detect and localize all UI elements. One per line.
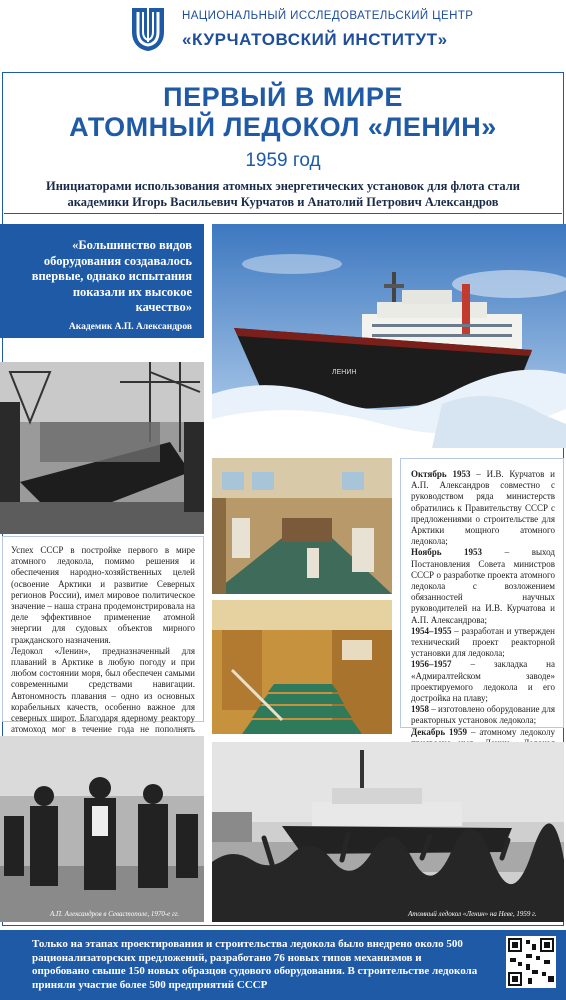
org-name-line2: «КУРЧАТОВСКИЙ ИНСТИТУТ» — [182, 30, 448, 49]
quote-author: Академик А.П. Александров — [68, 321, 192, 332]
timeline-box — [400, 458, 564, 737]
timeline-item: Октябрь 1953 – И.В. Курчатов и А.П. Александров совместно с руководством ряда министерств обратились к Правительству СССР с предложениями о строительстве для Арктики мощного атомного ледокола; — [411, 469, 556, 547]
qr-code-icon[interactable] — [506, 936, 556, 988]
left-paragraph-2: Ледокол «Ленин», предназначенный для плаваний в Арктике в любую погоду и при любом состоянии моря, был обеспечен самыми современными средствами навигации. Автономность плавания – одно из основных корабельных качеств, особенно важное для северных широт. Благодаря ядерному реактору атомоход мог в течение года не пополнять — [11, 645, 195, 735]
timeline-item: 1958 – изготовлено оборудование для реакторных установок ледокола; — [411, 704, 555, 726]
org-name-line1: НАЦИОНАЛЬНЫЙ ИССЛЕДОВАТЕЛЬСКИЙ ЦЕНТР — [182, 10, 474, 22]
left-paragraph-1: Успех СССР в постройке первого в мире атомного ледокола, помимо решения и обеспечения народно-хозяйственных целей (освоение Арктики и развитие Северных регионов России), имел мировое политическое значение – наша страна продемонстрировала на деле эффективное применение атомной энергии для судовых объектов мирного гражданского назначения. — [11, 545, 195, 645]
year-label: 1959 год — [245, 150, 321, 171]
photo-interior-cabin — [212, 458, 392, 594]
ship-name-label: ЛЕНИН — [332, 369, 357, 376]
caption-bottom-left: А.П. Александров в Севастополе, 1970-е гг. — [50, 910, 180, 918]
caption-bottom-right: Атомный ледокол «Ленин» на Неве, 1959 г. — [408, 910, 537, 918]
photo-icebreaker-ice — [212, 224, 566, 448]
quote-box — [0, 224, 204, 338]
footer-text: Только на этапах проектирования и строительства ледокола было внедрено около 500 рационализаторских предложений, разработано 76 новых типов механизмов и опробовано свыше 150 новых образцов судового оборудования. В строительстве ледокола приняли участие более 500 предприятий СССР — [32, 938, 478, 991]
timeline-item: 1954–1955 – разработан и утвержден технический проект реакторной установки для ледокола; — [411, 625, 555, 659]
initiators-text: Инициаторами использования атомных энергетических установок для флота стали академики Игорь Васильевич Курчатов и Анатолий Петрович Александров — [46, 179, 520, 209]
photo-icebreaker-neva — [212, 742, 564, 922]
quote-text: «Большинство видов оборудования создавалось впервые, однако испытания показали их высокое качество» — [31, 238, 192, 314]
timeline-item: 1956–1957 – закладка на «Адмиралтейском заводе» проектируемого ледокола и его достройка на плаву; — [411, 659, 555, 704]
footer — [0, 930, 566, 1000]
timeline-item: Декабрь 1959 – атомному ледоколу — [411, 726, 555, 737]
page-title-line1: ПЕРВЫЙ В МИРЕ — [163, 82, 403, 112]
kurchatov-logo-icon — [128, 4, 168, 52]
page-title-line2: АТОМНЫЙ ЛЕДОКОЛ «ЛЕНИН» — [69, 112, 497, 142]
photo-alexandrov-sevastopol — [0, 736, 204, 922]
timeline-item: Ноябрь 1953 – выход Постановления Совета министров СССР о разработке проекта атомного ледокола с возложением обязанностей научных руководителей на И.В. Курчатова и А.П. Александрова; — [411, 547, 555, 625]
photo-shipyard — [0, 362, 204, 534]
photo-interior-stairs — [212, 600, 392, 734]
header — [0, 0, 566, 62]
left-text-box — [2, 536, 204, 735]
